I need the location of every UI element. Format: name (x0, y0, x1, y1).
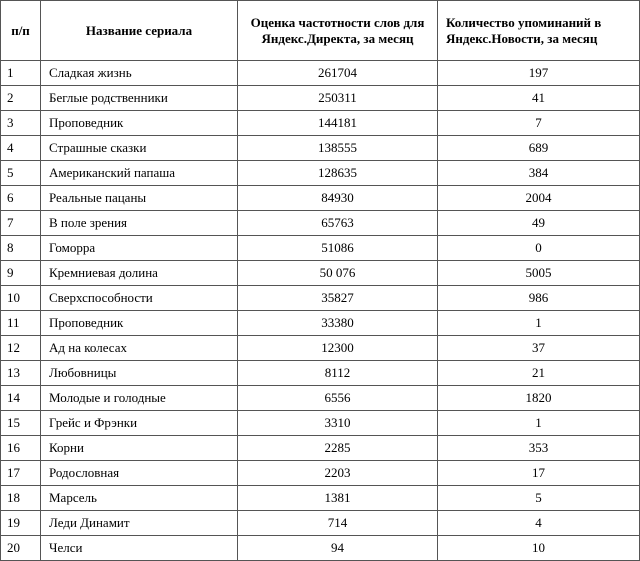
series-name: Марсель (41, 486, 238, 511)
header-yandex-direct-frequency: Оценка частотности слов для Яндекс.Директа, за месяц (238, 1, 438, 61)
row-number: 14 (1, 386, 41, 411)
direct-frequency: 84930 (238, 186, 438, 211)
table-row (1, 511, 640, 536)
table-row (1, 61, 640, 86)
news-mentions: 5 (438, 486, 640, 511)
news-mentions: 353 (438, 436, 640, 461)
news-mentions: 10 (438, 536, 640, 561)
series-name: Ад на колесах (41, 336, 238, 361)
series-name: Американский папаша (41, 161, 238, 186)
series-name: Гоморра (41, 236, 238, 261)
series-name: Челси (41, 536, 238, 561)
row-number: 16 (1, 436, 41, 461)
row-number: 3 (1, 111, 41, 136)
series-name: Грейс и Фрэнки (41, 411, 238, 436)
table-row (1, 386, 640, 411)
table-row (1, 436, 640, 461)
news-mentions: 1820 (438, 386, 640, 411)
series-name: Леди Динамит (41, 511, 238, 536)
row-number: 6 (1, 186, 41, 211)
table-row (1, 311, 640, 336)
header-number: п/п (1, 1, 41, 61)
row-number: 12 (1, 336, 41, 361)
news-mentions: 0 (438, 236, 640, 261)
series-name: Сладкая жизнь (41, 61, 238, 86)
series-name: Любовницы (41, 361, 238, 386)
series-name: Молодые и голодные (41, 386, 238, 411)
series-name: Реальные пацаны (41, 186, 238, 211)
news-mentions: 1 (438, 311, 640, 336)
direct-frequency: 1381 (238, 486, 438, 511)
direct-frequency: 33380 (238, 311, 438, 336)
row-number: 7 (1, 211, 41, 236)
news-mentions: 197 (438, 61, 640, 86)
table-row (1, 486, 640, 511)
series-name: Сверхспособности (41, 286, 238, 311)
direct-frequency: 144181 (238, 111, 438, 136)
series-name: Проповедник (41, 111, 238, 136)
table-row (1, 186, 640, 211)
table-row (1, 286, 640, 311)
direct-frequency: 65763 (238, 211, 438, 236)
row-number: 18 (1, 486, 41, 511)
row-number: 19 (1, 511, 41, 536)
row-number: 2 (1, 86, 41, 111)
direct-frequency: 138555 (238, 136, 438, 161)
news-mentions: 1 (438, 411, 640, 436)
direct-frequency: 35827 (238, 286, 438, 311)
table-row (1, 236, 640, 261)
direct-frequency: 51086 (238, 236, 438, 261)
table-row (1, 461, 640, 486)
news-mentions: 21 (438, 361, 640, 386)
news-mentions: 4 (438, 511, 640, 536)
table-row (1, 411, 640, 436)
news-mentions: 49 (438, 211, 640, 236)
direct-frequency: 128635 (238, 161, 438, 186)
table-row (1, 136, 640, 161)
direct-frequency: 6556 (238, 386, 438, 411)
news-mentions: 384 (438, 161, 640, 186)
direct-frequency: 2285 (238, 436, 438, 461)
table-row (1, 211, 640, 236)
series-name: В поле зрения (41, 211, 238, 236)
row-number: 4 (1, 136, 41, 161)
row-number: 11 (1, 311, 41, 336)
table-row (1, 161, 640, 186)
table-row (1, 111, 640, 136)
direct-frequency: 250311 (238, 86, 438, 111)
row-number: 20 (1, 536, 41, 561)
series-name: Кремниевая долина (41, 261, 238, 286)
news-mentions: 41 (438, 86, 640, 111)
news-mentions: 37 (438, 336, 640, 361)
series-name: Беглые родственники (41, 86, 238, 111)
direct-frequency: 12300 (238, 336, 438, 361)
table-row (1, 361, 640, 386)
news-mentions: 986 (438, 286, 640, 311)
row-number: 13 (1, 361, 41, 386)
table-row (1, 536, 640, 561)
direct-frequency: 261704 (238, 61, 438, 86)
direct-frequency: 2203 (238, 461, 438, 486)
row-number: 10 (1, 286, 41, 311)
direct-frequency: 714 (238, 511, 438, 536)
row-number: 9 (1, 261, 41, 286)
series-name: Родословная (41, 461, 238, 486)
table-row (1, 86, 640, 111)
direct-frequency: 94 (238, 536, 438, 561)
news-mentions: 17 (438, 461, 640, 486)
row-number: 1 (1, 61, 41, 86)
direct-frequency: 3310 (238, 411, 438, 436)
news-mentions: 2004 (438, 186, 640, 211)
row-number: 5 (1, 161, 41, 186)
table-row (1, 336, 640, 361)
direct-frequency: 50 076 (238, 261, 438, 286)
row-number: 8 (1, 236, 41, 261)
table-header-row (1, 1, 640, 61)
direct-frequency: 8112 (238, 361, 438, 386)
news-mentions: 5005 (438, 261, 640, 286)
news-mentions: 7 (438, 111, 640, 136)
series-name: Страшные сказки (41, 136, 238, 161)
news-mentions: 689 (438, 136, 640, 161)
series-name: Проповедник (41, 311, 238, 336)
row-number: 17 (1, 461, 41, 486)
table-row (1, 261, 640, 286)
header-series-name: Название сериала (41, 1, 238, 61)
series-name: Корни (41, 436, 238, 461)
row-number: 15 (1, 411, 41, 436)
header-yandex-news-mentions: Количество упоминаний в Яндекс.Новости, за месяц (438, 1, 640, 61)
